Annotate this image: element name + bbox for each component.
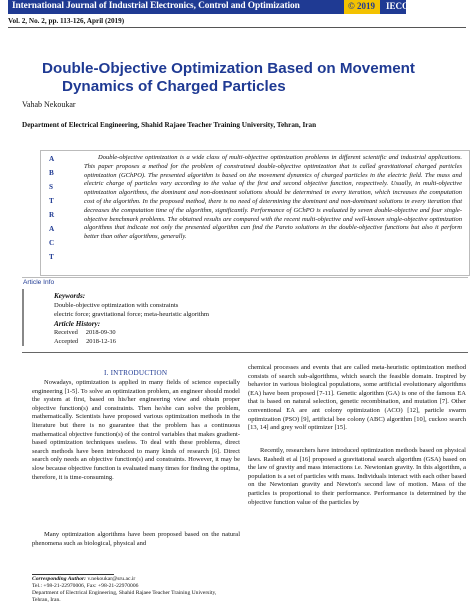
intro-paragraph: Recently, researchers have introduced optimization methods based on physical laws. Rashedi et al [16] proposed a gravitational search algorithm (GSA) based on the law of gravity and mass interactions i.e. Newtonian gravity. In this algorithm, a population is a set of particles with mass. Individuals interact with each other based on the Newtonian gravity and Newton's second law of motion. Mass of the particles is proportional to their performance. Performance is determined by the objective function value of the particles by (248, 447, 466, 506)
paper-title-line2: Dynamics of Charged Particles (62, 78, 286, 95)
footnote-rule (32, 574, 114, 575)
abstract-letter: T (49, 253, 54, 261)
abstract-letter: A (49, 155, 55, 163)
abstract-letter: C (49, 239, 55, 247)
keywords-title: Keywords: (54, 292, 86, 300)
footnote-department: Department of Electrical Engineering, Shahid Rajaee Teacher Training University, (32, 590, 217, 596)
abstract-letter: A (49, 225, 55, 233)
intro-paragraph: chemical processes and events that are called meta-heuristic optimization method consists of search sub-algorithms, which search the feasible domain. Inspired by behavior in various biological populations, some artificial evolutionary algorithms (EA) have been proposed [7-11]. Genetic algorithm (GA) is one of the famous EA that is based on natural selection, genetic recombination, and mutation [7]. Other conventional EA are ant colony optimization (ACO) [12], particle swarm optimization (PSO) [9], artificial bee colony (ABC) algorithm [10], cuckoo search [13, 14] and grey wolf optimizer [15]. (248, 364, 466, 432)
author-affiliation: Department of Electrical Engineering, Shahid Rajaee Teacher Training University, Tehran, Iran (22, 121, 317, 129)
paper-title-line1: Double-Objective Optimization Based on Movement (42, 60, 415, 77)
keywords-line: Double-objective optimization with constraints (54, 302, 179, 309)
history-title: Article History: (54, 320, 101, 328)
corresponding-email[interactable]: v.nekoukar@sru.ac.ir (87, 576, 136, 582)
abstract-letter: S (49, 183, 53, 191)
article-info-rule (22, 277, 468, 278)
corresponding-label: Corresponding Author: (32, 576, 87, 582)
footnote-tel: Tel.: +98-21-22970006, Fax: +98-21-22970006 (32, 583, 139, 589)
author-name: Vahab Nekoukar (22, 100, 76, 109)
journal-org: IECO (386, 1, 410, 11)
header-rule (8, 27, 466, 28)
abstract-text: Double-objective optimization is a wide class of multi-objective optimization problems in different scientific and industrial applications. This paper proposes a method for the problem of constrained double-objective optimization that is called gravitational charged particles optimization (GChPO). The presented algorithm is based on the movement dynamics of charged particles in the electric field. The mass and electric charge of particles vary according to the value of the first and second objective function, respectively. Usually, in multi-objective optimization algorithms, the dominant and non-dominant solutions should be determined in every iteration, which increases the computation cost of the algorithm. In the proposed method, there is no need of determining the dominant and non-dominant solutions in every iteration that decreases the computation time of the algorithm, significantly. Performance of GChPO is evaluated by seven double-objective and four single-objective benchmark problems. The obtained results are compared with the recent multi-objective and well-known single-objective optimization algorithms that indicate not only the presented algorithm can find the Pareto solutions in the double-objective functions but also it perform better than other algorithms, generally. (84, 154, 462, 241)
corresponding-author (32, 576, 135, 582)
section-heading-introduction: I. INTRODUCTION (104, 369, 168, 377)
volume-line: Vol. 2, No. 2, pp. 113-126, April (2019) (8, 17, 125, 25)
intro-paragraph: Many optimization algorithms have been proposed based on the natural phenomena such as biological, physical and (32, 531, 240, 547)
abstract-letter: R (49, 211, 55, 219)
received-date: Received 2018-09-30 (54, 329, 116, 336)
section-rule (22, 352, 468, 353)
article-info-label: Article Info (23, 279, 55, 286)
footnote-department: Tehran, Iran. (32, 597, 61, 603)
abstract-letter: B (49, 169, 54, 177)
accepted-date: Accepted 2018-12-16 (54, 338, 116, 345)
keywords-line: electric force; gravitational force; meta-heuristic algorithm (54, 311, 210, 318)
year-label: © 2019 (348, 1, 375, 11)
intro-paragraph: Nowadays, optimization is applied in many fields of science especially engineering [1-5]. To solve an optimization problem, an engineer should model the system at first, based on his/her engineering view and obtain proper objective function(s) and constraints. Then he/she can solve the problem, mathematically. Scientists have proposed various optimization methods in the literature but there is no guarantee that the problem has a continuous mathematical objective function(s) of the control variables that makes gradient-based optimization techniques useless. To deal with these problems, direct search methods have been introduced to many kinds of research [6]. Direct search only needs an objective function(s) and constraints. However, it may be slow because objective function is evaluated many times for finding the optima, therefore, it is time-consuming. (32, 379, 240, 481)
journal-name: International Journal of Industrial Electronics, Control and Optimization (12, 1, 300, 11)
abstract-letter: T (49, 197, 54, 205)
